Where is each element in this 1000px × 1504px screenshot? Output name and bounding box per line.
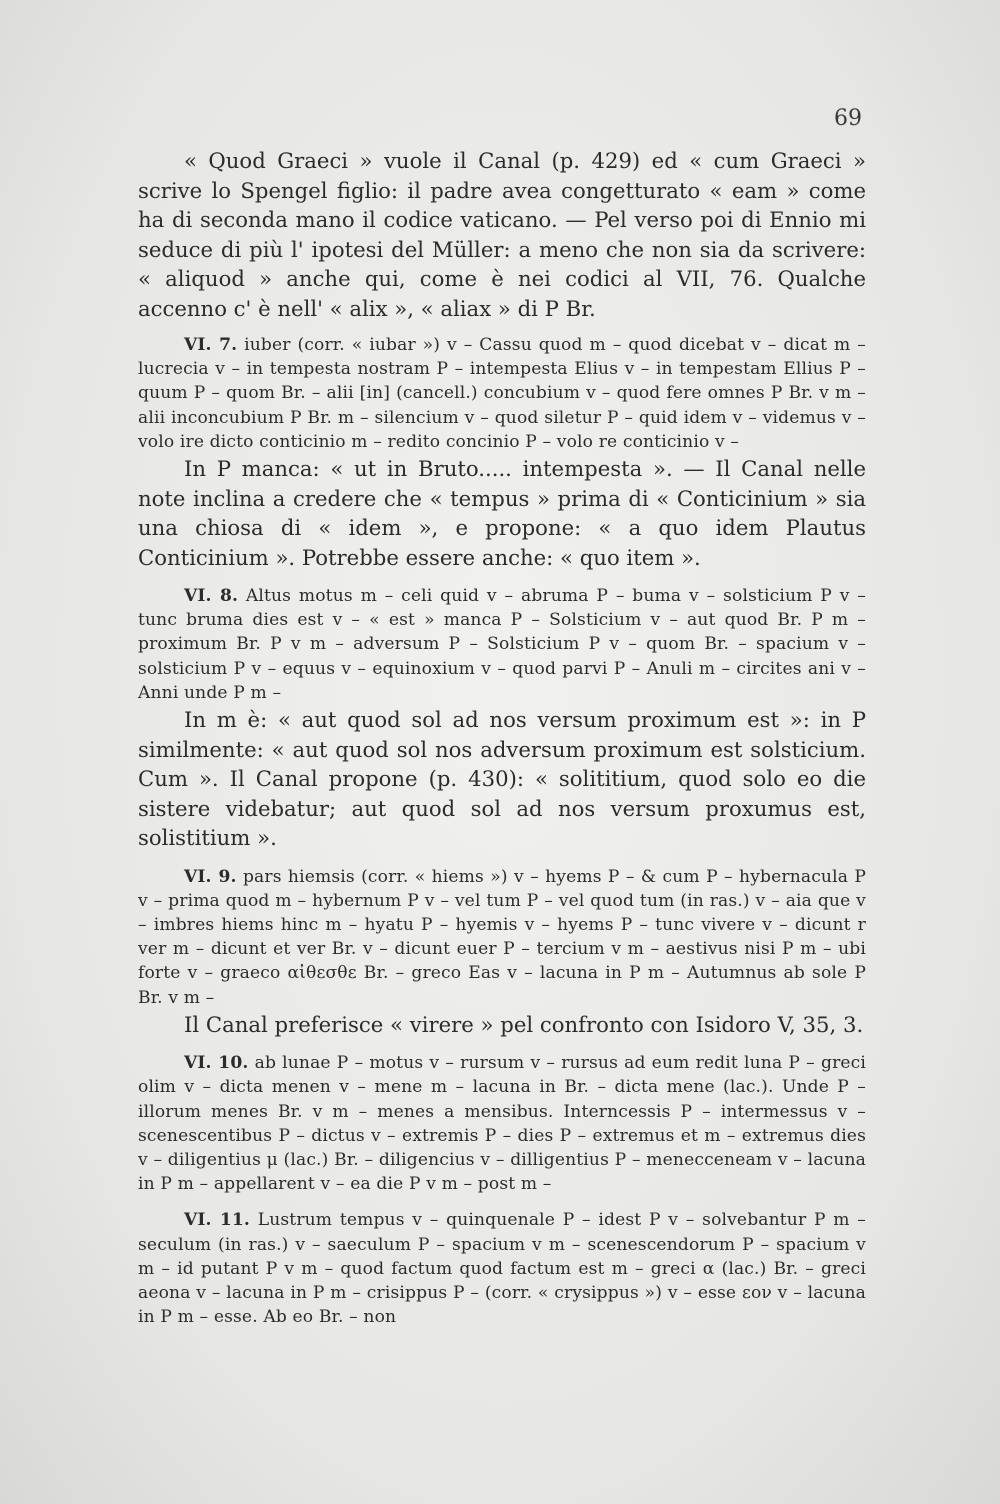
section-label: VI. 10. (184, 1053, 249, 1074)
section-label: VI. 7. (184, 335, 238, 355)
page-content (138, 146, 866, 1329)
section-label: VI. 8. (184, 586, 239, 607)
page-number: 69 (834, 106, 862, 131)
paragraph-commentary-7: In P manca: « ut in Bruto..... intempesta ». — Il Canal nelle note inclina a credere che « tempus » prima di « Conticinium » sia una chiosa di « idem », e propone: « a quo idem Plautus Conticinium ». Potrebbe essere anche: « quo item ». (138, 456, 866, 570)
section-label: VI. 9. (184, 866, 237, 887)
paragraph-intro: « Quod Graeci » vuole il Canal (p. 429) ed « cum Graeci » scrive lo Spengel figlio: il padre avea congetturato « eam » come ha di seconda mano il codice vaticano. — Pel verso poi di Ennio mi seduce di più l' ipotesi del Müller: a meno che non sia da scrivere: « aliquod » anche qui, come è nei codici al VII, 76. Qualche accenno c' è nell' « alix », « aliax » di P Br. (138, 148, 866, 321)
apparatus-text: pars hiemsis (corr. « hiems ») v – hyems P – & cum P – hybernacula P v – prima quod m – hybernum P v – vel tum P – vel quod tum (in ras.) v – aia que v – imbres hiems hinc m – hyatu P – hyemis v – hyems P – tunc vivere v – dicunt r ver m – dicunt et ver Br. v – dicunt euer P – tercium v m – aestivus nisi P m – ubi forte v – graeco αἰθεσθε Br. – greco Eas v – lacuna in P m – Autumnus ab sole P Br. v m – (138, 866, 866, 1008)
apparatus-vi-10 (138, 1051, 866, 1196)
apparatus-vi-7 (138, 333, 866, 454)
apparatus-vi-9 (138, 865, 866, 1010)
apparatus-vi-11 (138, 1208, 866, 1329)
apparatus-text: Lustrum tempus v – quinquenale P – idest P v – solvebantur P m – seculum (in ras.) v – saeculum P – spacium v m – scenescendorum P – spacium v m – id putant P v m – quod factum quod factum est m – greci α (lac.) Br. – greci aeona v – lacuna in P m – crisippus P – (corr. « crysippus ») v – esse εον v – lacuna in P m – esse. Ab eo Br. – non (138, 1210, 866, 1328)
paragraph-commentary-8: In m è: « aut quod sol ad nos versum proximum est »: in P similmente: « aut quod sol nos adversum proximum est solsticium. Cum ». Il Canal propone (p. 430): « solititium, quod solo eo die sistere videbatur; aut quod sol ad nos versum proxumus est, solistitium ». (138, 707, 866, 851)
apparatus-text: ab lunae P – motus v – rursum v – rursus ad eum redit luna P – greci olim v – dicta menen v – mene m – lacuna in Br. – dicta mene (lac.). Unde P – illorum menes Br. v m – menes a mensibus. Interncessis P – intermessus v – scenescentibus P – dictus v – extremis P – dies P – extremus et m – extremus dies v – diligentius μ (lac.) Br. – diligencius v – dilligentius P – menecceneam v – lacuna in P m – appellarent v – ea die P v m – post m – (138, 1053, 866, 1195)
apparatus-vi-8 (138, 584, 866, 705)
apparatus-text: Altus motus m – celi quid v – abruma P – buma v – solsticium P v – tunc bruma dies est v – « est » manca P – Solsticium v – aut quod Br. P m – proximum Br. P v m – adversum P – Solsticium P v – quom Br. – spacium v – solsticium P v – equus v – equinoxium v – quod parvi P – Anuli m – circites ani v – Anni unde P m – (138, 586, 866, 703)
apparatus-text: iuber (corr. « iubar ») v – Cassu quod m – quod dicebat v – dicat m – lucrecia v – in tempesta nostram P – intempesta Elius v – in tempestam Ellius P – quum P – quom Br. – alii [in] (cancell.) concubium v – quod fere omnes P Br. v m – alii inconcubium P Br. m – silencium v – quod siletur P – quid idem v – videmus v – volo ire dicto conticinio m – redito concinio P – volo re conticinio v – (138, 335, 866, 452)
paragraph-commentary-9: Il Canal preferisce « virere » pel confronto con Isidoro V, 35, 3. (184, 1011, 864, 1037)
section-label: VI. 11. (184, 1210, 251, 1231)
